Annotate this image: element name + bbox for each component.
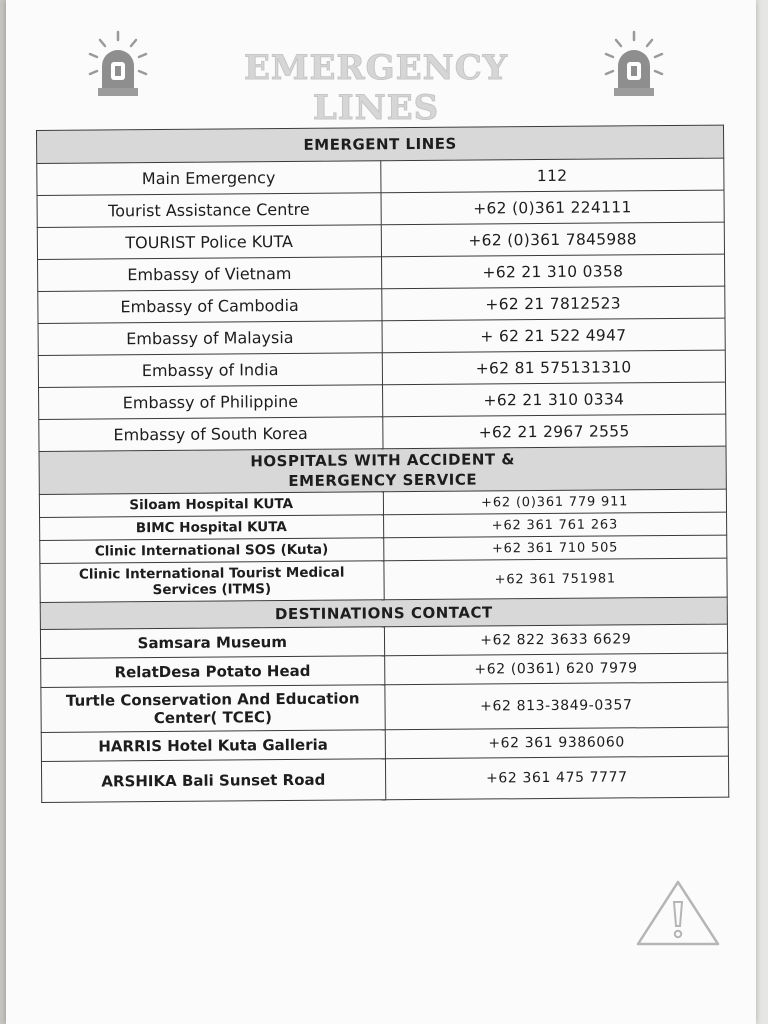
contact-name: Embassy of India [38,353,382,388]
contact-name: Embassy of Cambodia [38,289,382,324]
table-row [37,190,724,227]
contact-number: 112 [380,158,724,193]
contact-name: Main Emergency [37,161,381,196]
hospital-name: Siloam Hospital KUTA [39,492,383,518]
contact-number: + 62 21 522 4947 [382,318,726,353]
hospital-number: +62 361 710 505 [383,535,727,561]
hospital-name: Clinic International Tourist Medical Services (ITMS) [40,561,384,603]
table-row [38,286,725,323]
section-header-hospitals [39,446,726,494]
header [86,30,666,128]
destination-number: +62 (0361) 620 7979 [384,653,728,685]
destination-name: HARRIS Hotel Kuta Galleria [41,730,385,762]
destination-number: +62 361 9386060 [385,727,729,759]
warning-icon [634,878,722,948]
contact-name: Embassy of Malaysia [38,321,382,356]
contact-number: +62 21 310 0334 [382,382,726,417]
hospital-number: +62 361 751981 [383,558,727,600]
contact-number: +62 (0)361 224111 [381,190,725,225]
destination-number: +62 361 475 7777 [385,756,729,800]
table-row [38,254,725,291]
contact-name: Tourist Assistance Centre [37,193,381,228]
destination-number: +62 822 3633 6629 [384,624,728,656]
siren-icon [86,30,150,102]
section-header-emergent [37,125,724,163]
table-row [39,382,726,419]
destination-name: ARSHIKA Bali Sunset Road [41,759,385,803]
contact-number: +62 21 310 0358 [381,254,725,289]
destination-name: Samsara Museum [40,627,384,659]
hospital-name: BIMC Hospital KUTA [40,515,384,541]
siren-icon [602,30,666,102]
contact-number: +62 81 575131310 [382,350,726,385]
table-row [38,350,725,387]
page-title: EMERGENCY LINES [243,48,509,128]
contact-number: +62 (0)361 7845988 [381,222,725,257]
contact-name: Embassy of Vietnam [38,257,382,292]
table-row [37,158,724,195]
table-row [37,222,724,259]
section-title: EMERGENT LINES [37,125,724,163]
table-row [41,756,728,802]
contacts-table [36,125,729,803]
contact-name: Embassy of South Korea [39,417,383,452]
table-row [38,318,725,355]
paper-sheet [6,0,756,1024]
section-title: DESTINATIONS CONTACT [40,597,727,629]
hospital-number: +62 (0)361 779 911 [383,489,727,515]
destination-name: Turtle Conservation And Education Center( TCEC) [41,685,385,733]
table-row [40,558,727,602]
table-row [39,414,726,451]
destination-name: RelatDesa Potato Head [41,656,385,688]
table-row [41,682,728,732]
contact-name: Embassy of Philippine [39,385,383,420]
hospital-number: +62 361 761 263 [383,512,727,538]
section-title: HOSPITALS WITH ACCIDENT & EMERGENCY SERVICE [39,446,726,494]
destination-number: +62 813-3849-0357 [384,682,728,730]
contact-number: +62 21 2967 2555 [382,414,726,449]
hospital-name: Clinic International SOS (Kuta) [40,538,384,564]
contact-number: +62 21 7812523 [381,286,725,321]
contact-name: TOURIST Police KUTA [37,225,381,260]
